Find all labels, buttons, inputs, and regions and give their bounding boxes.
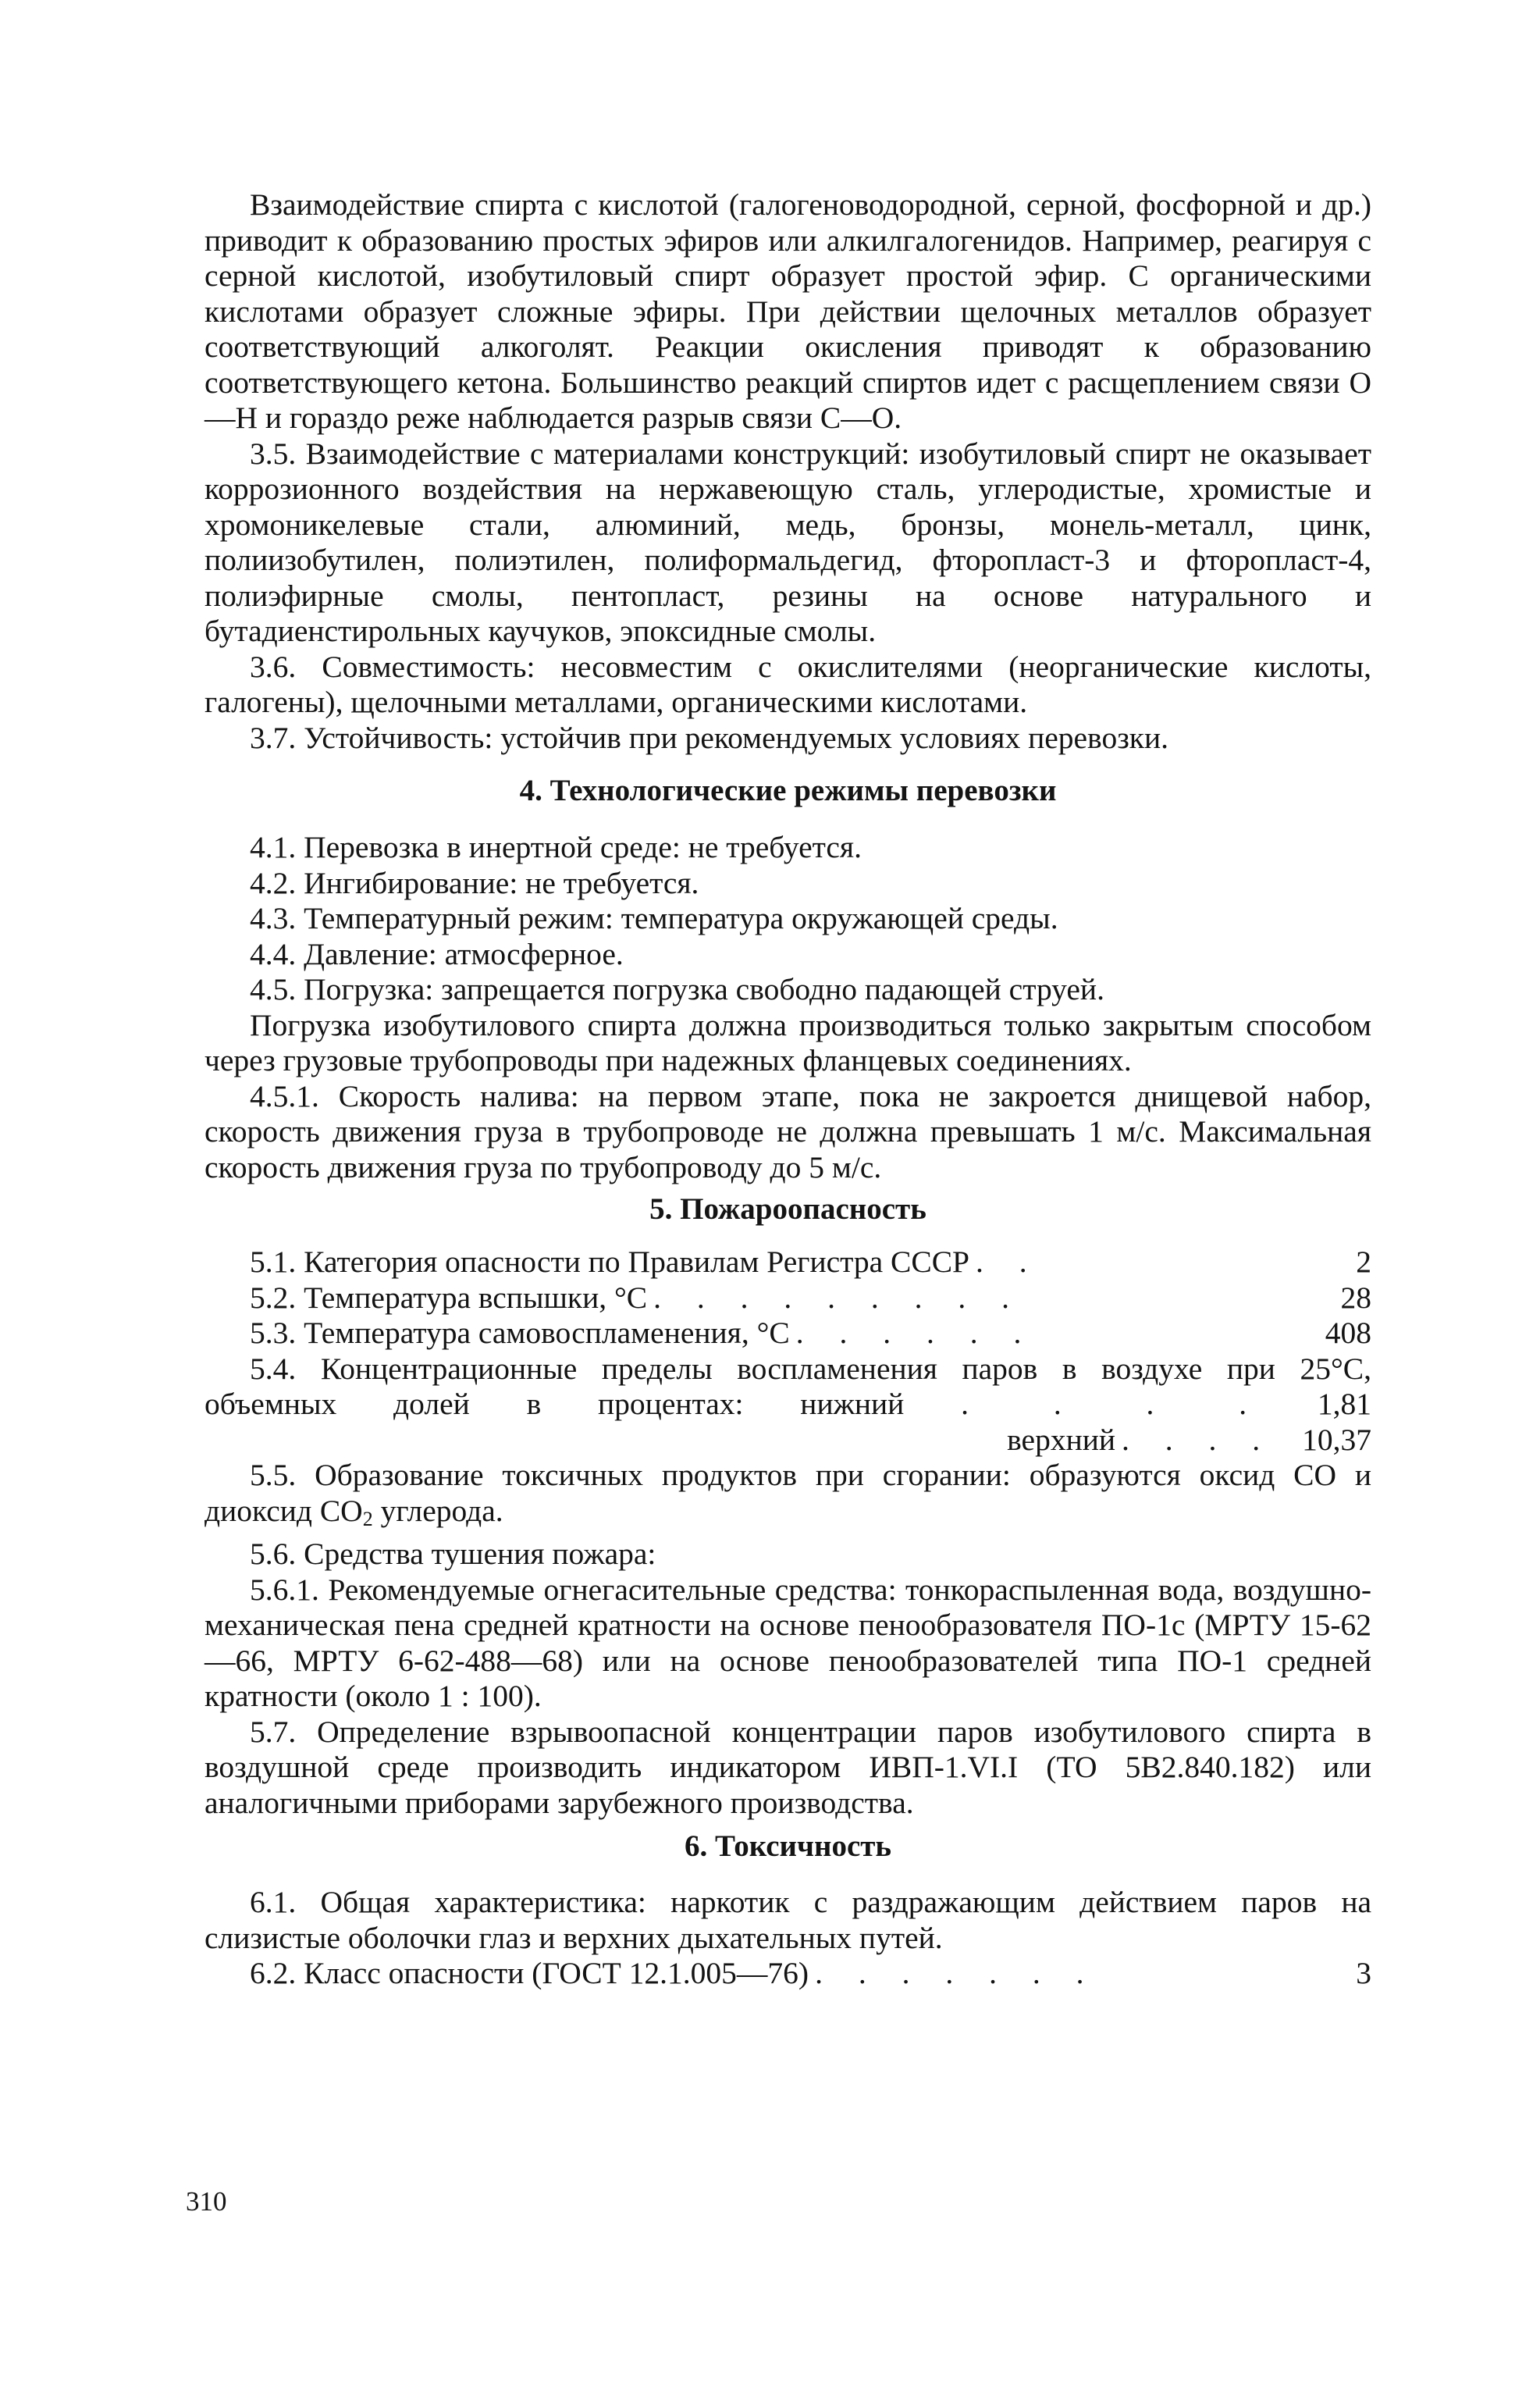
- paragraph-3-7-stability: 3.7. Устойчивость: устойчив при рекомендуемых условиях перевозки.: [250, 720, 1168, 755]
- item-5-4-flammability-limits: [205, 1352, 1371, 1423]
- section-4-heading: 4. Технологические режимы перевозки: [519, 774, 1057, 807]
- section-5-heading: 5. Пожароопасность: [649, 1192, 926, 1226]
- item-5-7: 5.7. Определение взрывоопасной концентрации паров изобутилового спирта в воздушной среде производить индикатором ИВП-1.VI.I (ТО 5В2.840.182) или аналогичными приборами зарубежного производства.: [205, 1714, 1371, 1820]
- row-5-4-upper-value: 10,37: [1302, 1422, 1371, 1457]
- row-5-1-value: 2: [1356, 1245, 1371, 1279]
- row-5-2-flash-point: [205, 1280, 1371, 1316]
- row-5-4-upper-limit: [205, 1423, 1371, 1459]
- row-5-2-leader-dots: . . . . . . . . .: [653, 1280, 1023, 1315]
- item-4-2: 4.2. Ингибирование: не требуется.: [250, 865, 699, 900]
- item-5-6-1: 5.6.1. Рекомендуемые огнегасительные средства: тонкораспыленная вода, воздушно-механическая пена средней кратности на основе пенообразователя ПО-1с (МРТУ 15-62—66, МРТУ 6-62-488—68) или на основе пенообразователей типа ПО-1 средней кратности (около 1 : 100).: [205, 1572, 1371, 1713]
- row-6-2-value: 3: [1356, 1956, 1371, 1990]
- paragraph-alcohol-acid-reactions: Взаимодействие спирта с кислотой (галогеноводородной, серной, фосфорной и др.) приводит к образованию простых эфиров или алкилгалогенидов. Например, реагируя с серной кислотой, изобутиловый спирт образует простой эфир. С органическими кислотами образует сложные эфиры. При действии щелочных металлов образует соответствующий алкоголят. Реакции окисления приводят к образованию соответствующего кетона. Большинство реакций спиртов идет с расщеплением связи О—Н и гораздо реже наблюдается разрыв связи С—О.: [205, 187, 1371, 435]
- page-number: 310: [186, 2186, 227, 2217]
- row-5-1-hazard-category: [205, 1245, 1371, 1280]
- item-5-5-text: 5.5. Образование токсичных продуктов при сгорании: образуются оксид СО и диоксид СО: [205, 1458, 1371, 1528]
- row-6-2-leader-dots: . . . . . . .: [815, 1956, 1098, 1990]
- item-5-5-text-end: углерода.: [372, 1493, 503, 1528]
- row-5-3-label: 5.3. Температура самовоспламенения, °С: [250, 1316, 790, 1350]
- item-5-5-toxic-products: [205, 1458, 1371, 1537]
- section-6-heading: 6. Токсичность: [684, 1829, 892, 1863]
- item-5-4-lower-dots: . . . .: [961, 1387, 1261, 1421]
- item-4-5-continuation: Погрузка изобутилового спирта должна производиться только закрытым способом через грузовые трубопроводы при надежных фланцевых соединениях.: [205, 1007, 1371, 1077]
- item-5-6: 5.6. Средства тушения пожара:: [250, 1537, 656, 1571]
- row-5-4-upper-dots: . . . .: [1122, 1422, 1275, 1457]
- row-5-2-label: 5.2. Температура вспышки, °С: [250, 1280, 648, 1315]
- paragraph-3-6-compatibility: 3.6. Совместимость: несовместим с окислителями (неорганические кислоты, галогены), щелочными металлами, органическими кислотами.: [205, 649, 1371, 719]
- row-6-2-hazard-class: [205, 1956, 1371, 1992]
- row-5-1-leader-dots: . .: [976, 1245, 1041, 1279]
- item-4-5: 4.5. Погрузка: запрещается погрузка свободно падающей струей.: [250, 972, 1104, 1006]
- row-5-3-leader-dots: . . . . . .: [795, 1316, 1036, 1350]
- item-4-4: 4.4. Давление: атмосферное.: [250, 936, 624, 971]
- item-4-3: 4.3. Температурный режим: температура окружающей среды.: [250, 901, 1058, 935]
- row-6-2-label: 6.2. Класс опасности (ГОСТ 12.1.005—76): [250, 1956, 809, 1990]
- item-5-4-lower-value: 1,81: [1317, 1387, 1372, 1421]
- item-5-4-text: 5.4. Концентрационные пределы воспламенения паров в воздухе при 25°С, объемных долей в процентах: нижний: [205, 1351, 1371, 1421]
- item-6-1: 6.1. Общая характеристика: наркотик с раздражающим действием паров на слизистые оболочки глаз и верхних дыхательных путей.: [205, 1885, 1371, 1955]
- page-content: [205, 187, 1371, 1992]
- paragraph-3-5-materials: 3.5. Взаимодействие с материалами конструкций: изобутиловый спирт не оказывает коррозионного воздействия на нержавеющую сталь, углеродистые, хромистые и хромоникелевые стали, алюминий, медь, бронзы, монель-металл, цинк, полиизобутилен, полиэтилен, полиформальдегид, фторопласт-3 и фторопласт-4, полиэфирные смолы, пентопласт, резины на основе натурального и бутадиенстирольных каучуков, эпоксидные смолы.: [205, 436, 1371, 648]
- row-5-2-value: 28: [1340, 1280, 1371, 1315]
- item-4-1: 4.1. Перевозка в инертной среде: не требуется.: [250, 830, 862, 864]
- item-4-5-1: 4.5.1. Скорость налива: на первом этапе, пока не закроется днищевой набор, скорость движения груза в трубопроводе не должна превышать 1 м/с. Максимальная скорость движения груза по трубопроводу до 5 м/с.: [205, 1078, 1371, 1184]
- row-5-3-autoignition: [205, 1316, 1371, 1352]
- row-5-4-upper-label: верхний: [1007, 1422, 1115, 1457]
- row-5-1-label: 5.1. Категория опасности по Правилам Регистра СССР: [250, 1245, 970, 1279]
- row-5-3-value: 408: [1325, 1316, 1371, 1350]
- item-5-5-subscript: 2: [362, 1507, 373, 1530]
